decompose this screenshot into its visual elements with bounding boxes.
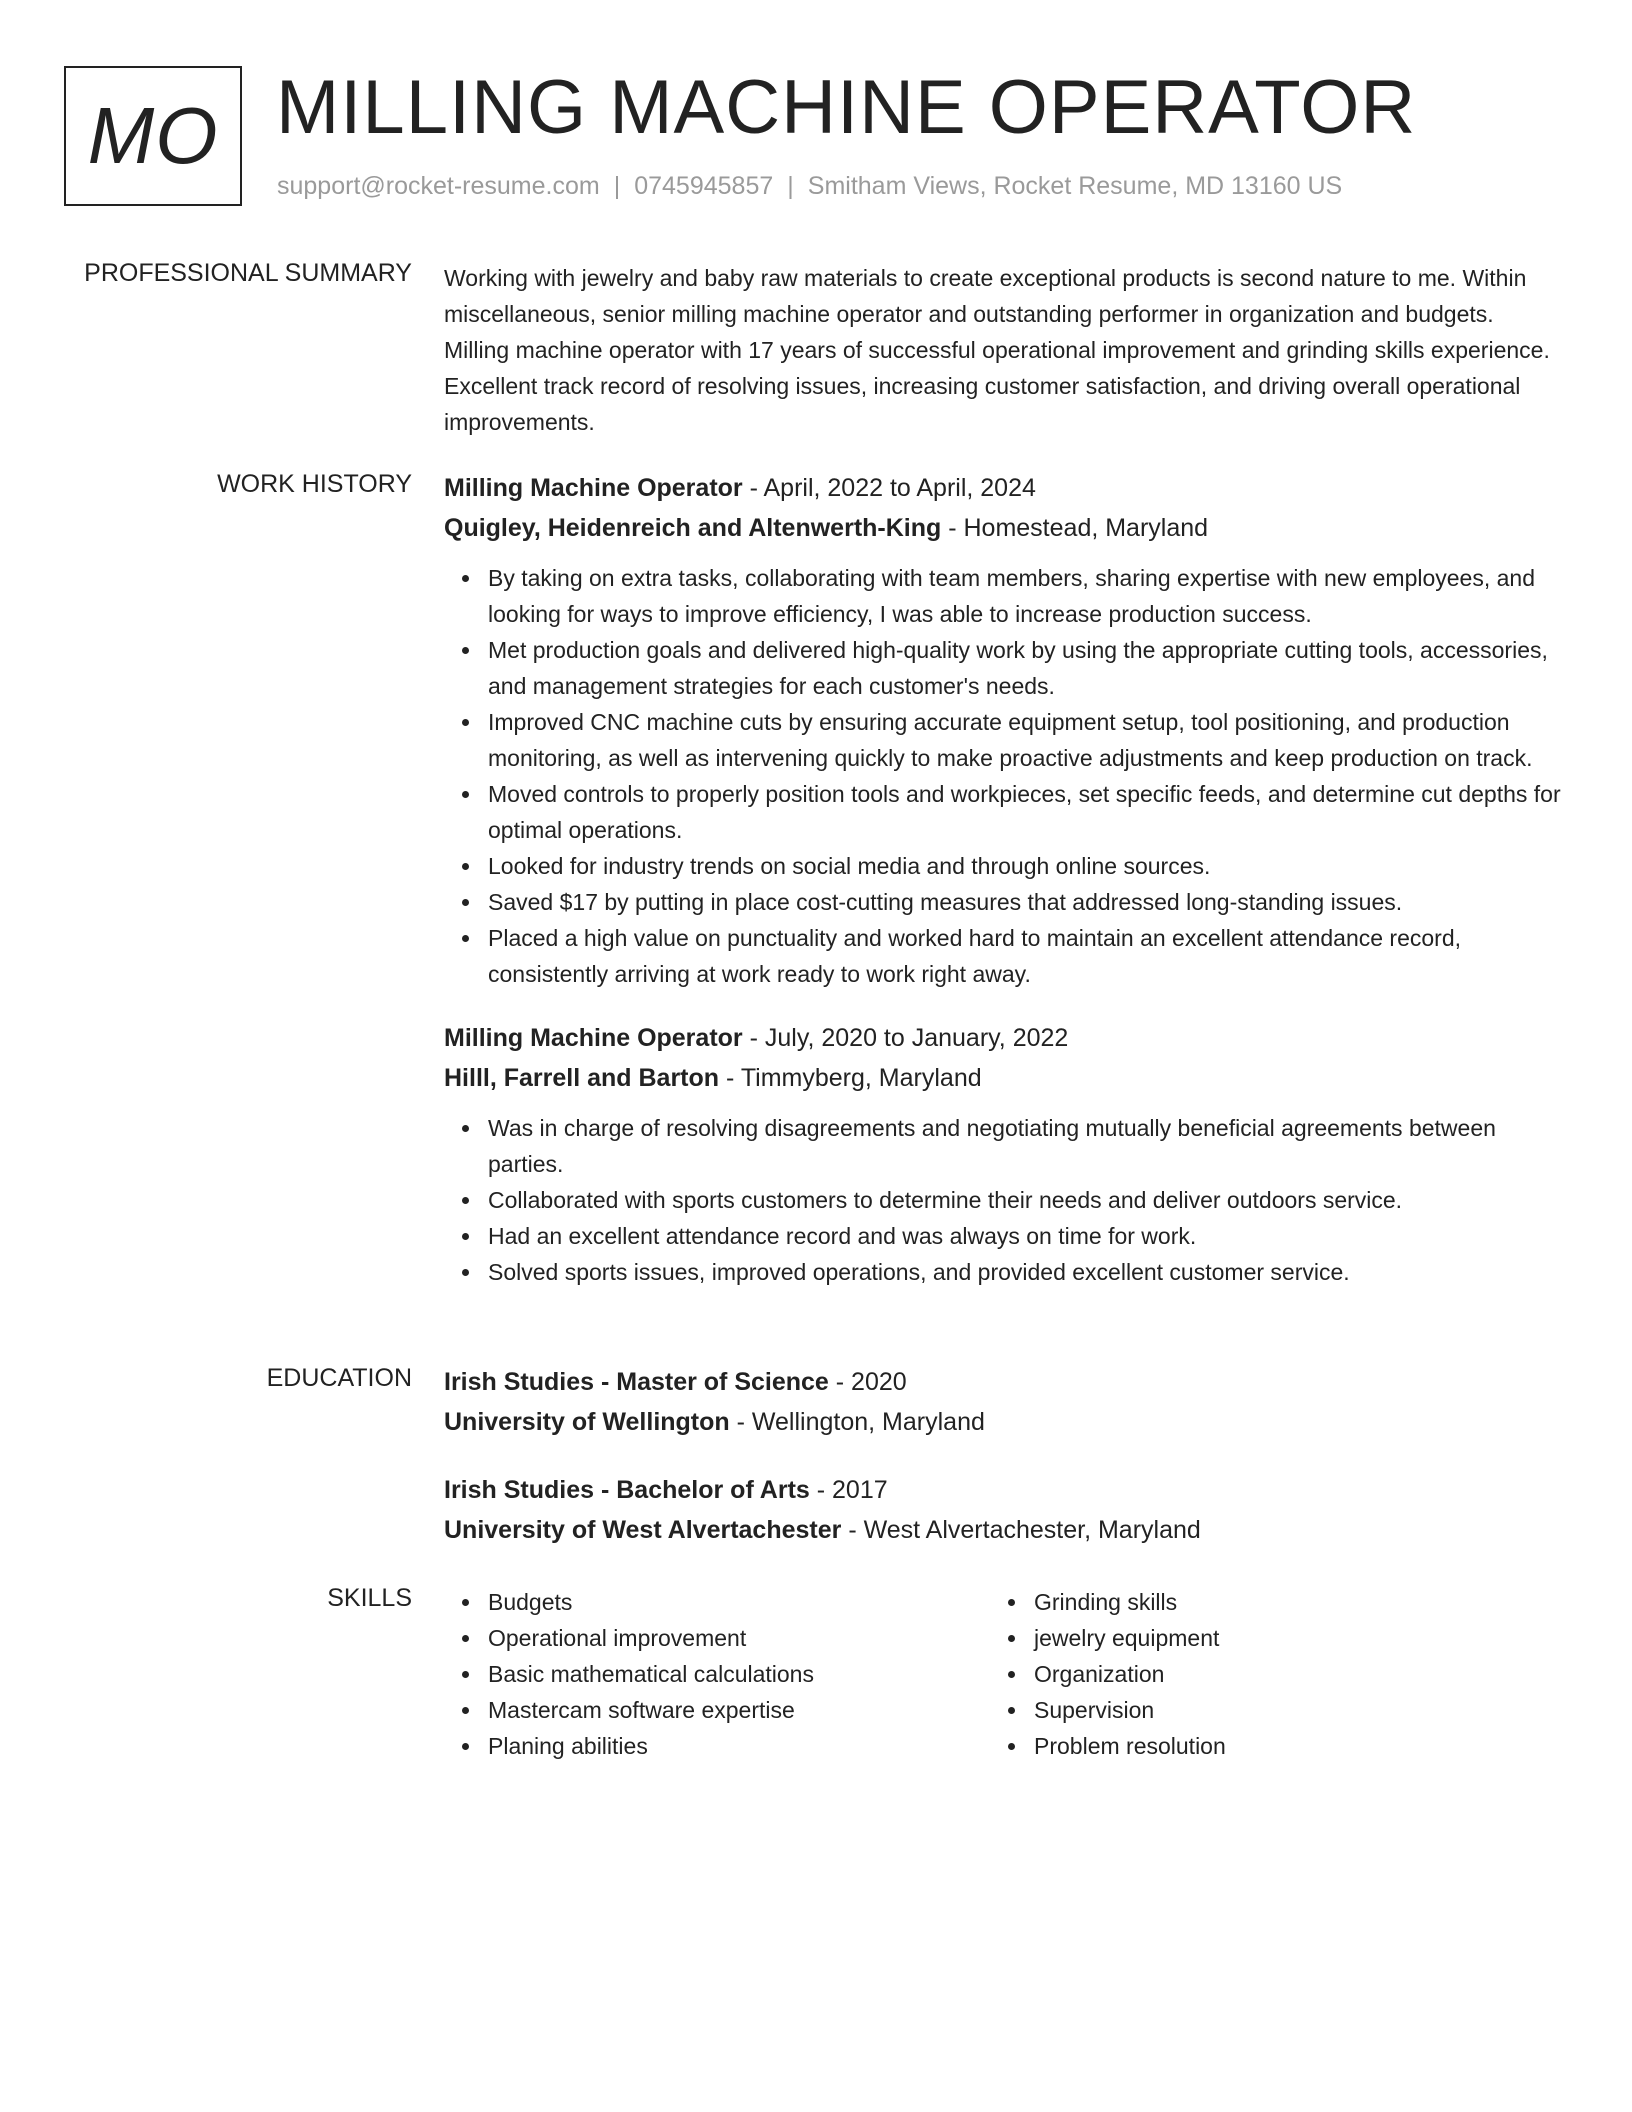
contact-separator: | [787,172,794,200]
job-entry [444,468,1564,992]
education-school-line [444,1402,1564,1442]
job-bullet: Had an excellent attendance record and was always on time for work. [488,1218,1564,1254]
education-heading: EDUCATION [266,1364,412,1392]
job-role: Milling Machine Operator [444,474,743,502]
education-location: - Wellington, Maryland [729,1408,985,1436]
job-role-line [444,468,1564,508]
job-location: - Homestead, Maryland [941,514,1209,542]
contact-separator: | [613,172,621,200]
resume-header [64,66,1568,216]
job-bullet: Improved CNC machine cuts by ensuring accurate equipment setup, tool positioning, and production monitoring, as well as intervening quickly to make proactive adjustments and keep production on track. [488,704,1564,776]
summary-body [444,260,1564,440]
summary-text: Working with jewelry and baby raw materials to create exceptional products is second nature to me. Within miscellaneous, senior milling machine operator and outstanding performer in organization and budgets. Milling machine operator with 17 years of successful operational improvement and grinding skills experience. Excellent track record of resolving issues, increasing customer satisfaction, and driving overall operational improvements. [444,265,1550,435]
education-entry [444,1470,1564,1550]
contact-email[interactable]: support@rocket-resume.com [277,172,600,200]
contact-phone[interactable]: 0745945857 [634,172,774,200]
job-bullet: Saved $17 by putting in place cost-cutting measures that addressed long-standing issues. [488,884,1564,920]
skill-item: jewelry equipment [1034,1620,1536,1656]
job-bullet-list [444,560,1564,992]
education-year: - 2020 [828,1368,907,1396]
education-school-line [444,1510,1564,1550]
education-entry [444,1362,1564,1442]
job-bullet: Met production goals and delivered high-quality work by using the appropriate cutting tools, accessories, and management strategies for each customer's needs. [488,632,1564,704]
job-role-line [444,1018,1564,1058]
skill-item: Mastercam software expertise [488,1692,990,1728]
contact-line [277,172,1342,201]
education-degree: Irish Studies - Bachelor of Arts [444,1476,810,1504]
summary-heading: PROFESSIONAL SUMMARY [84,259,412,287]
education-degree-line [444,1362,1564,1402]
resume-title: MILLING MACHINE OPERATOR [276,65,1417,150]
job-bullet: Moved controls to properly position tools and workpieces, set specific feeds, and determine cut depths for optimal operations. [488,776,1564,848]
skills-columns [444,1584,1564,1764]
education-degree-line [444,1470,1564,1510]
job-bullet: By taking on extra tasks, collaborating with team members, sharing expertise with new employees, and looking for ways to improve efficiency, I was able to increase production success. [488,560,1564,632]
job-bullet: Was in charge of resolving disagreements and negotiating mutually beneficial agreements between parties. [488,1110,1564,1182]
job-company: Quigley, Heidenreich and Altenwerth-King [444,514,942,542]
job-company-line [444,508,1564,548]
job-location: - Timmyberg, Maryland [719,1064,982,1092]
skills-list-right [990,1584,1536,1764]
job-bullet: Collaborated with sports customers to determine their needs and deliver outdoors service. [488,1182,1564,1218]
education-school: University of West Alvertachester [444,1516,842,1544]
skills-body [444,1584,1564,1764]
skill-item: Basic mathematical calculations [488,1656,990,1692]
education-year: - 2017 [809,1476,888,1504]
job-role: Milling Machine Operator [444,1024,743,1052]
skill-item: Budgets [488,1584,990,1620]
skill-item: Operational improvement [488,1620,990,1656]
skill-item: Grinding skills [1034,1584,1536,1620]
job-dates: - July, 2020 to January, 2022 [742,1024,1069,1052]
education-school: University of Wellington [444,1408,730,1436]
skill-item: Planing abilities [488,1728,990,1764]
job-entry [444,1018,1564,1290]
job-bullet: Looked for industry trends on social media and through online sources. [488,848,1564,884]
skills-list-left [444,1584,990,1764]
job-dates: - April, 2022 to April, 2024 [742,474,1036,502]
education-body [444,1362,1564,1578]
skill-item: Organization [1034,1656,1536,1692]
job-bullet: Solved sports issues, improved operations, and provided excellent customer service. [488,1254,1564,1290]
job-bullet-list [444,1110,1564,1290]
education-degree: Irish Studies - Master of Science [444,1368,829,1396]
work-history-heading: WORK HISTORY [217,470,412,498]
skills-heading: SKILLS [327,1584,412,1612]
contact-address: Smitham Views, Rocket Resume, MD 13160 US [807,172,1343,200]
skill-item: Problem resolution [1034,1728,1536,1764]
job-bullet: Placed a high value on punctuality and worked hard to maintain an excellent attendance record, consistently arriving at work ready to work right away. [488,920,1564,992]
job-company-line [444,1058,1564,1098]
skill-item: Supervision [1034,1692,1536,1728]
work-history-body [444,468,1564,1316]
monogram-badge: MO [64,66,242,206]
education-location: - West Alvertachester, Maryland [841,1516,1201,1544]
job-company: Hilll, Farrell and Barton [444,1064,720,1092]
